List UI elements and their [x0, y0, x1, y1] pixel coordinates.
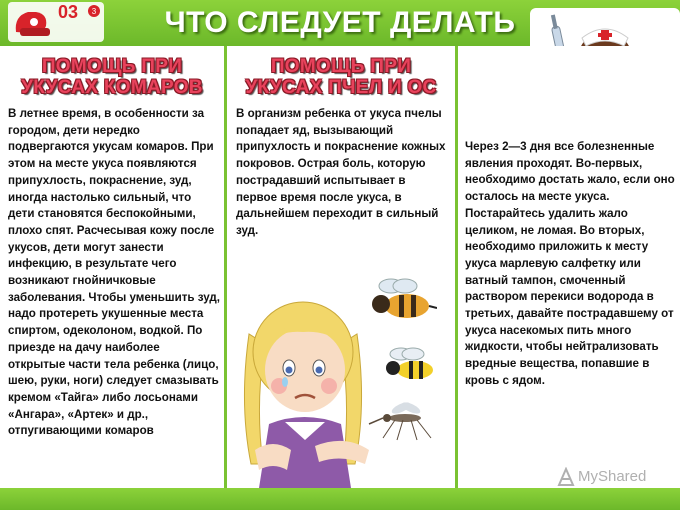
mosquito-icon [365, 398, 445, 442]
bee-icon [367, 278, 437, 324]
watermark-text: MyShared [578, 468, 647, 485]
ambulance-phone-logo [8, 2, 104, 42]
heading-line1: ПОМОЩЬ ПРИ [270, 56, 412, 77]
bees-text: В организм ребенка от укуса пчелы попадает яд, вызывающий припухлость и покраснение кожных покровов. Острая боль, которую пострадавший испытывает в первое время после укуса, в дальнейшем переходит в сильный зуд. [236, 107, 446, 237]
page-title: ЧТО СЛЕДУЕТ ДЕЛАТЬ [164, 6, 516, 39]
myshared-logo-icon [556, 467, 576, 487]
bees-heading [227, 56, 455, 98]
svg-text:3: 3 [91, 7, 97, 16]
column-mosquito [0, 46, 227, 488]
mosquito-text: В летнее время, в особенности за городом, дети нередко подвергаются укусам комаров. При этом на месте укуса появляются припухлость, покраснение, зуд, иногда настолько сильный, что дети становятся беспокойными, плохо спят. Расчесывая кожу после укусов, дети могут занести инфекцию, в результате чего возникают гнойничковые заболевания. Чтобы уменьшить зуд, надо протереть укушенные места спиртом, одеколоном, водкой. По приезде на дачу наиболее открытые части тела ребенка (лицо, шею, руки, ноги) следует смазывать кремом «Тайга» либо лосьонами «Ангара», «Артек» и др., отпугивающими комаров [8, 107, 220, 438]
heading-line1: ПОМОЩЬ ПРИ [41, 56, 183, 77]
footer-bar [0, 488, 680, 510]
mosquito-heading [0, 56, 224, 98]
column-bees [227, 46, 458, 488]
heading-line2: УКУСАХ ПЧЕЛ И ОС [245, 77, 437, 98]
logo-number: 03 [58, 2, 79, 22]
watermark [556, 466, 680, 488]
continued-text: Через 2—3 дня все болезненные явления проходят. Во-первых, необходимо достать жало, если оно осталось на месте укуса. Постарайтесь удалить жало целиком, не ломая. Во вторых, необходимо приложить к месту укуса марлевую салфетку или ватный тампон, смоченный раствором перекиси водорода в третьих, давайте пострадавшему от укуса насекомых пить много жидкости, чтобы нейтрализовать вредные вещества, попавшие в кровь с ядом. [465, 140, 675, 387]
heading-line2: УКУСАХ КОМАРОВ [21, 77, 203, 98]
column-continued [458, 46, 680, 488]
wasp-icon [379, 346, 439, 386]
crying-girl-icon [229, 274, 379, 488]
